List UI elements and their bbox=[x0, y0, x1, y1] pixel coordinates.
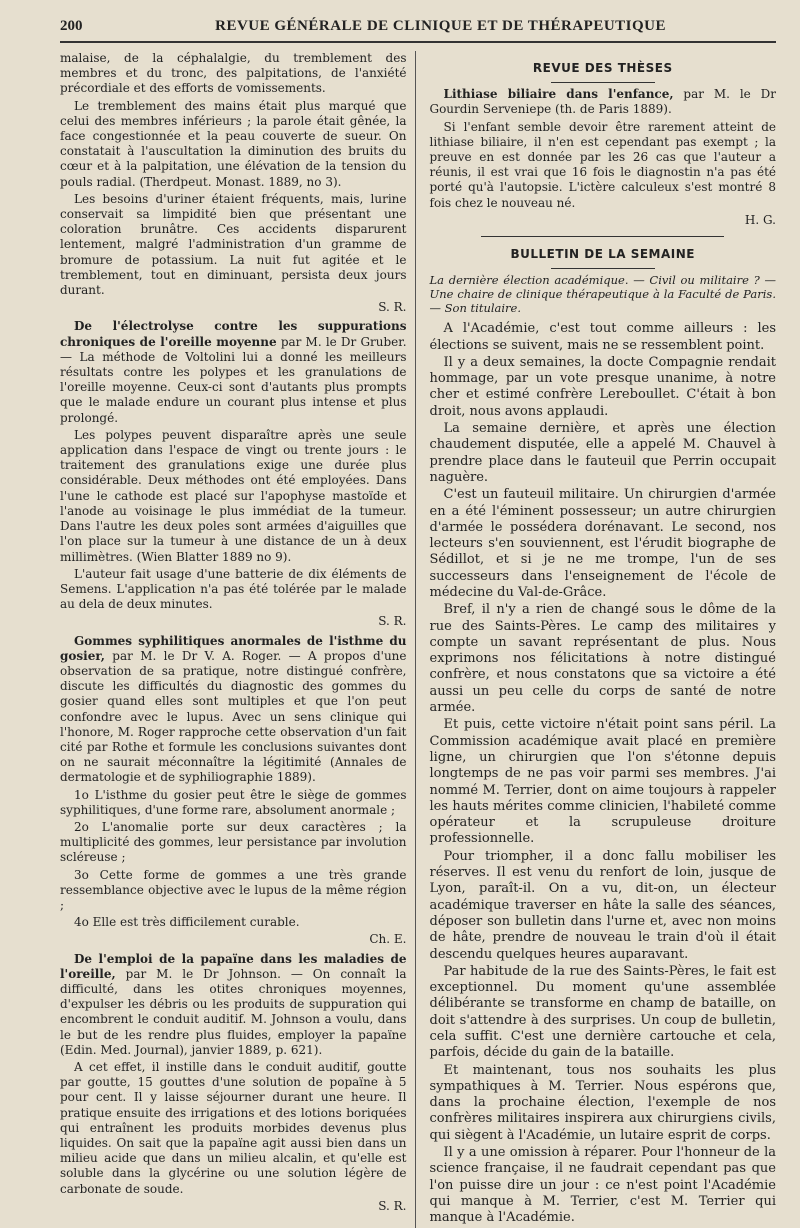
paragraph: malaise, de la céphalalgie, du tremblement des membres et du tronc, des palpitations, de l'anxiété précordiale et des efforts de vomissements. bbox=[60, 51, 407, 96]
section-heading-theses: REVUE DES THÈSES bbox=[532, 61, 673, 75]
two-column-body bbox=[60, 51, 776, 1228]
these-author: par M. le Dr Gourdin Serveniepe (th. de Paris 1889). bbox=[429, 87, 776, 117]
paragraph: Les polypes peuvent disparaître après une seule application dans l'espace de vingt ou trente jours : le traitement des granulations exige une durée plus considérable. Deux méthodes ont été employées. Dans l'une le cathode est placé sur l'apophyse mastoïde et l'anode au voisinage le plus immédiat de la tumeur. Dans l'autre les deux poles sont armées d'aiguilles que l'on place sur la tumeur à une distance de un à deux millimètres. (Wien Blatter 1889 no 9). bbox=[60, 427, 407, 564]
paragraph: Il y a une omission à réparer. Pour l'honneur de la science française, il ne faudrait cependant pas que l'on puisse dire un jour : ce n'est point l'Académie qui manque à M. Terrier, c'est M. Terrier qui manque à l'Académie. bbox=[429, 1145, 776, 1226]
article-text: par M. le Dr V. A. Roger. — A propos d'une observation de sa pratique, notre distingué confrère, discute les difficultés du diagnostic des gommes du gosier quand elles sont multiples et que l'on peut confondre avec le lupus. Avec un sens clinique qui l'honore, M. Roger rapproche cette observation d'un fait cité par Rothe et formule les conclusions suivantes dont on ne saurait méconnaître la légitimité (Annales de dermatologie et de syphiliographie 1889). bbox=[60, 648, 407, 785]
these-body: Si l'enfant semble devoir être rarement atteint de lithiase biliaire, il n'en est cependant pas exempt ; la preuve en est donnée par les 26 cas que l'auteur a réunis, il est vrai que 16 fois le diagnostin n'a pas été porté qu'à l'autopsie. L'ictère calculeux s'est montré 8 fois chez le nouveau né. bbox=[429, 119, 776, 210]
paragraph: Le tremblement des mains était plus marqué que celui des membres inférieurs ; la parole était gênée, la face congestionnée et la peau couverte de sueur. On constatait à l'auscultation la diminution des bruits du cœur et à la palpitation, une élévation de la tension du pouls radial. (Therdpeut. Monast. 1889, no 3). bbox=[60, 98, 407, 189]
paragraph: Les besoins d'uriner étaient fréquents, mais, lurine conservait sa limpidité bien que présentant une coloration brunâtre. Ces accidents disparurent lentement, malgré l'administration d'un gramme de bromure de potassium. La nuit fut agitée et le tremblement, tout en diminuant, persista deux jours durant. bbox=[60, 191, 407, 298]
list-item: 3o Cette forme de gommes a une très grande ressemblance objective avec le lupus de la même région ; bbox=[60, 867, 407, 912]
article-papaine bbox=[60, 952, 407, 1058]
list-item: 2o L'anomalie porte sur deux caractères ; la multiplicité des gommes, leur persistance par involution scléreuse ; bbox=[60, 819, 407, 865]
section-rule bbox=[551, 82, 655, 83]
paragraph: Et puis, cette victoire n'était point sans péril. La Commission académique avait placé en première ligne, un chirurgien que l'on s'étonne depuis longtemps de ne pas voir parmi ses membres. J'ai nommé M. Terrier, dont on aime toujours à rappeler les hauts mérites comme clinicien, l'habileté comme opérateur et la scrupuleuse droiture professionnelle. bbox=[429, 717, 776, 847]
paragraph: A l'Académie, c'est tout comme ailleurs : les élections se suivent, mais ne se ressemblent point. bbox=[429, 321, 776, 353]
page-header bbox=[60, 18, 776, 35]
list-item: 1o L'isthme du gosier peut être le siège de gommes syphilitiques, d'une forme rare, absolument anormale ; bbox=[60, 787, 407, 817]
article-text: par M. le Dr Gruber. — La méthode de Voltolini lui a donné les meilleurs résultats contre les polypes et les granulations de l'oreille moyenne. Ceux-ci sont d'autants plus prompts que le malade endure un courant plus intense et plus prolongé. bbox=[60, 334, 407, 425]
paragraph: Bref, il n'y a rien de changé sous le dôme de la rue des Saints-Pères. Le camp des militaires y compte un savant représentant de plus. Nous exprimons nos félicitations à notre distingué confrère, et nous constatons que sa victoire a été aussi un peu celle du corps de santé de notre armée. bbox=[429, 602, 776, 716]
article-title: De l'emploi de la papaïne dans les maladies de l'oreille, bbox=[60, 951, 407, 981]
signature: S. R. bbox=[378, 300, 407, 315]
section-rule bbox=[481, 236, 724, 237]
paragraph: Il y a deux semaines, la docte Compagnie rendait hommage, par un vote presque unanime, à notre cher et estimé confrère Lereboullet. C'était à bon droit, nous avons applaudi. bbox=[429, 354, 776, 419]
paragraph: Et maintenant, tous nos souhaits les plus sympathiques à M. Terrier. Nous espérons que, dans la prochaine élection, l'exemple de nos confrères militaires inspirera aux chirurgiens civils, qui siègent à l'Académie, un lutaire esprit de corps. bbox=[429, 1062, 776, 1143]
paragraph: La semaine dernière, et après une élection chaudement disputée, elle a appelé M. Chauvel à prendre place dans le fauteuil que Perrin occupait naguère. bbox=[429, 421, 776, 485]
these-title: Lithiase biliaire dans l'enfance, bbox=[443, 87, 674, 102]
signature: S. R. bbox=[378, 614, 407, 629]
these-entry bbox=[430, 87, 777, 117]
article-electrolyse bbox=[60, 319, 407, 425]
page-number: 200 bbox=[60, 18, 83, 34]
header-rule bbox=[60, 41, 776, 43]
paragraph: C'est un fauteuil militaire. Un chirurgien d'armée en a été l'éminent possesseur; un autre chirurgien d'armée le possédera dorénavant. Le second, nos lecteurs s'en souviennent, est l'érudit biographe de Sédillot, et si je ne me trompe, l'un de ses successeurs dans l'enseignement de l'école de médecine du Val-de-Grâce. bbox=[429, 487, 776, 600]
section-rule bbox=[551, 268, 655, 269]
signature: S. R. bbox=[378, 1198, 407, 1213]
article-title: Gommes syphilitiques anormales de l'isthme du gosier, bbox=[60, 633, 407, 663]
paragraph: Pour triompher, il a donc fallu mobiliser les réserves. Il est venu du renfort de loin, jusque de Lyon, paraît-il. On a vu, dit-on, un électeur académique traverser en hâte la salle des séances, déposer son bulletin dans l'urne et, avec non moins de hâte, prendre de nouveau le train d'où il était descendu quelques heures auparavant. bbox=[429, 848, 776, 962]
signature: Ch. E. bbox=[369, 932, 407, 947]
article-gommes bbox=[60, 634, 407, 786]
article-text: par M. le Dr Johnson. — On connaît la difficulté, dans les otites chroniques moyennes, d'expulser les débris ou les produits de suppuration qui encombrent le conduit auditif. M. Johnson a voulu, dans le but de les rendre plus fluides, employer la papaïne (Edin. Med. Journal), janvier 1889, p. 621). bbox=[60, 966, 407, 1057]
paragraph: L'auteur fait usage d'une batterie de dix éléments de Semens. L'application n'a pas été tolérée par le malade au dela de deux minutes. bbox=[60, 566, 407, 612]
section-heading-bulletin: BULLETIN DE LA SEMAINE bbox=[510, 247, 695, 262]
article-title: De l'électrolyse contre les suppurations chroniques de l'oreille moyenne bbox=[60, 319, 407, 349]
paragraph: A cet effet, il instille dans le conduit auditif, goutte par goutte, 15 gouttes d'une solution de popaïne à 5 pour cent. Il y laisse séjourner durant une heure. Il pratique ensuite des irrigations et des lotions boriquées qui entraînent les produits morbides devenus plus liquides. On sait que la papaïne agit aussi bien dans un milieu acide que dans un milieu alcalin, et qu'elle est soluble dans la glycérine ou une solution légère de carbonate de soude. bbox=[60, 1060, 407, 1196]
running-title: REVUE GÉNÉRALE DE CLINIQUE ET DE THÉRAPEUTIQUE bbox=[215, 18, 666, 34]
bulletin-summary: La dernière élection académique. — Civil ou militaire ? — Une chaire de clinique thérapeutique à la Faculté de Paris. — Son titulaire. bbox=[429, 273, 776, 316]
right-column bbox=[424, 51, 777, 1228]
paragraph: Par habitude de la rue des Saints-Pères, le fait est exceptionnel. Du moment qu'une assemblée délibérante se transforme en champ de bataille, on doit s'attendre à des surprises. Un coup de bulletin, cela suffit. C'est une dernière cartouche et cela, parfois, décide du gain de la bataille. bbox=[429, 963, 776, 1061]
signature: H. G. bbox=[744, 212, 776, 227]
list-item: 4o Elle est très difficilement curable. bbox=[74, 915, 300, 930]
bulletin-body bbox=[430, 321, 777, 1226]
left-column bbox=[60, 51, 416, 1228]
